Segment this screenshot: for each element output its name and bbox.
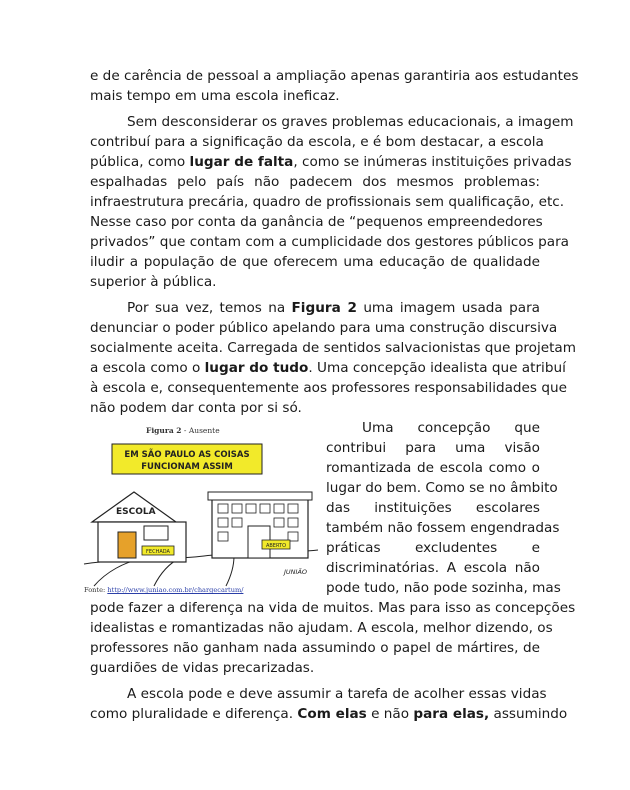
text-line <box>90 298 540 318</box>
text-line: Sem desconsiderar os graves problemas educacionais, a imagem <box>127 114 574 130</box>
text-line: não podem dar conta por si só. <box>90 400 302 416</box>
open-sign-text: ABERTO <box>265 543 287 549</box>
figure-2 <box>84 426 318 602</box>
text-run: uma imagem usada para <box>356 300 540 316</box>
text-line: iludir a população de que oferecem uma educação de qualidade <box>90 254 540 270</box>
text-run: como pluralidade e diferença. <box>90 706 298 722</box>
text-line: guardiões de vidas precarizadas. <box>90 660 315 676</box>
text-run: assumindo <box>489 706 568 722</box>
text-line: pode tudo, não pode sozinha, mas <box>326 580 561 596</box>
figure-source <box>84 586 243 594</box>
school-window <box>144 526 168 540</box>
text-line: pode fazer a diferença na vida de muitos. Mas para isso as concepções <box>90 600 576 616</box>
text-line: privados” que contam com a cumplicidade dos gestores públicos para <box>90 234 569 250</box>
figure-caption <box>146 426 220 435</box>
text-line: contribuí para a significação da escola, e é bom destacar, a escola <box>90 134 544 150</box>
text-line: contribui para uma visão <box>326 440 540 456</box>
text-run: a escola como o <box>90 360 205 376</box>
text-line: idealistas e romantizadas não ajudam. A escola, melhor dizendo, os <box>90 620 553 636</box>
bold-term-lugar-do-tudo: lugar do tudo <box>204 360 309 376</box>
bold-term-figura-2: Figura 2 <box>291 300 357 316</box>
text-run: . Uma concepção idealista que atribuí <box>308 360 566 376</box>
text-line: espalhadas pelo país não padecem dos mesmos problemas: <box>90 174 540 190</box>
text-run: Por sua vez, temos na <box>127 300 292 316</box>
text-line: denunciar o poder público apelando para uma construção discursiva <box>90 320 558 336</box>
figure-source-link[interactable]: http://www.juniao.com.br/chargecartum/ <box>107 586 244 594</box>
text-run: , como se inúmeras instituições privadas <box>293 154 572 170</box>
text-line <box>90 704 568 724</box>
text-run: pública, como <box>90 154 190 170</box>
text-line: superior à pública. <box>90 274 217 290</box>
school-sign: ESCOLA <box>116 507 156 517</box>
text-line: Uma concepção que <box>362 420 540 436</box>
text-line: das instituições escolares <box>326 500 540 516</box>
school-wall <box>98 522 186 562</box>
cartoon-illustration <box>84 436 318 586</box>
artist-signature: JUNIÃO <box>284 568 308 576</box>
text-line: professores não ganham nada assumindo o papel de mártires, de <box>90 640 540 656</box>
banner-line-1: EM SÃO PAULO AS COISAS <box>124 450 250 460</box>
text-line <box>90 358 566 378</box>
text-line: infraestrutura precária, quadro de profissionais sem qualificação, etc. <box>90 194 565 210</box>
text-line: lugar do bem. Como se no âmbito <box>326 480 558 496</box>
text-line: discriminatórias. A escola não <box>326 560 540 576</box>
text-line: A escola pode e deve assumir a tarefa de acolher essas vidas <box>127 686 547 702</box>
text-line: mais tempo em uma escola ineficaz. <box>90 88 340 104</box>
private-building-roof <box>208 492 312 500</box>
road-curve-right <box>226 556 234 586</box>
text-line: Nesse caso por conta da ganância de “pequenos empreendedores <box>90 214 543 230</box>
figure-caption-label: Figura 2 <box>146 426 182 435</box>
figure-source-label: Fonte: <box>84 586 108 594</box>
text-run: e não <box>366 706 414 722</box>
text-line <box>90 152 572 172</box>
closed-sign-text: FECHADA <box>146 549 170 555</box>
text-line: à escola e, consequentemente aos professores responsabilidades que <box>90 380 567 396</box>
bold-term-lugar-de-falta: lugar de falta <box>189 154 294 170</box>
bold-term-para-elas: para elas, <box>413 706 490 722</box>
text-line: também não fossem engendradas <box>326 520 560 536</box>
text-line: e de carência de pessoal a ampliação apenas garantiria aos estudantes <box>90 68 579 84</box>
banner-line-2: FUNCIONAM ASSIM <box>141 462 233 472</box>
bold-term-com-elas: Com elas <box>297 706 367 722</box>
text-line: socialmente aceita. Carregada de sentidos salvacionistas que projetam <box>90 340 577 356</box>
text-line: práticas excludentes e <box>326 540 540 556</box>
school-door <box>118 532 136 558</box>
figure-caption-text: - Ausente <box>181 426 220 435</box>
text-line: romantizada de escola como o <box>326 460 540 476</box>
